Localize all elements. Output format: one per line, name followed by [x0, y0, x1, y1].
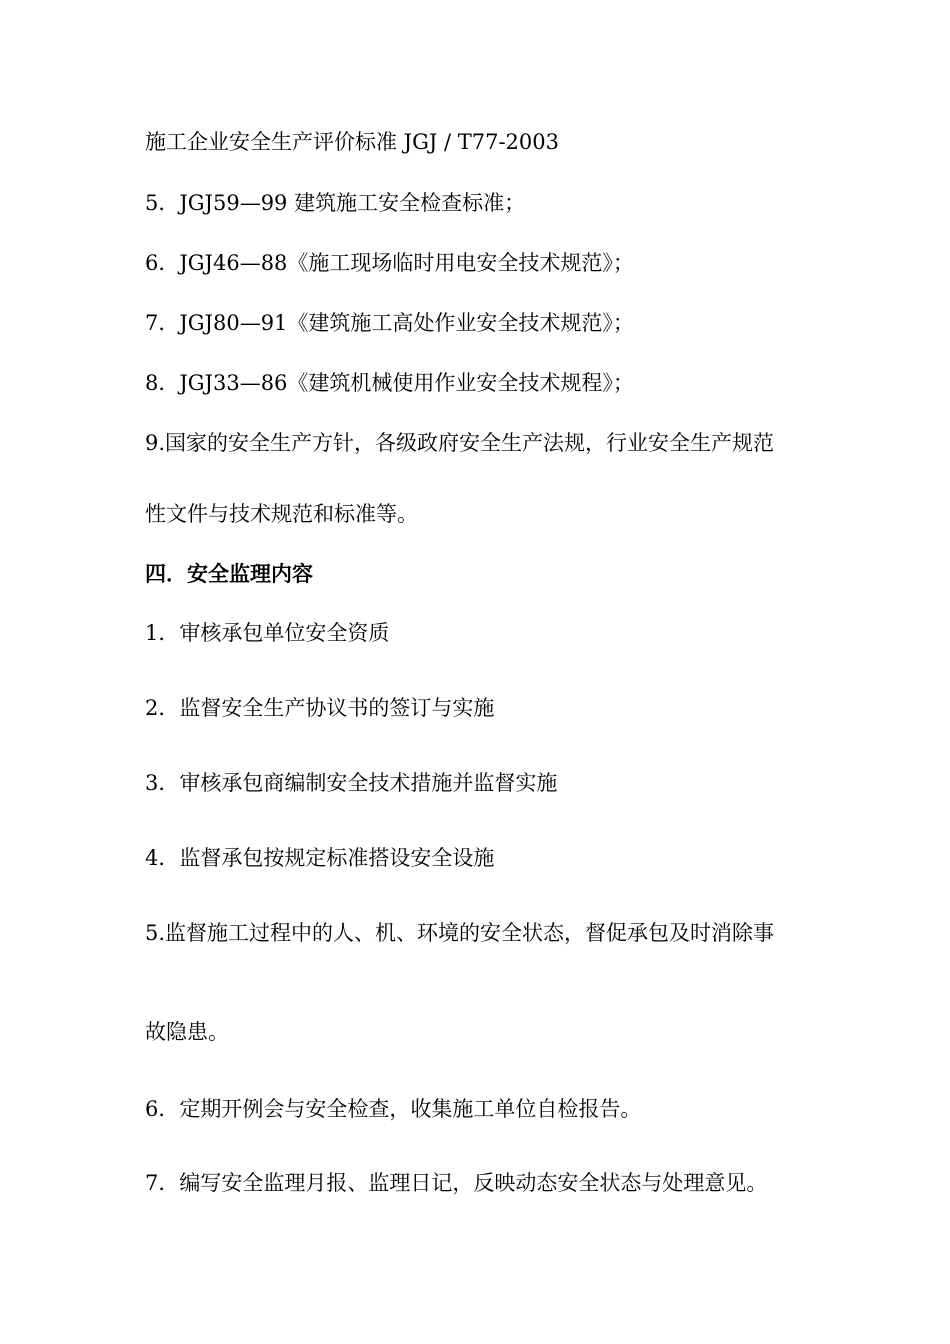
- list-item-3: 3．审核承包商编制安全技术措施并监督实施: [145, 771, 558, 795]
- list-item-6: 6．定期开例会与安全检查，收集施工单位自检报告。: [145, 1097, 642, 1121]
- standard-line-jgj-t77: 施工企业安全生产评价标准 JGJ / T77-2003: [145, 130, 559, 154]
- list-item-5-continued: 故隐患。: [145, 1020, 229, 1044]
- list-item-7: 7．编写安全监理月报、监理日记，反映动态安全状态与处理意见。: [145, 1171, 768, 1195]
- standard-line-9-continued: 性文件与技术规范和标准等。: [145, 502, 418, 526]
- section-title: 四．安全监理内容: [145, 561, 313, 586]
- standard-line-5: 5．JGJ59—99 建筑施工安全检查标准；: [145, 191, 526, 215]
- standard-line-8: 8．JGJ33—86《建筑机械使用作业安全技术规程》；: [145, 371, 634, 395]
- standard-line-9: 9.国家的安全生产方针，各级政府安全生产法规，行业安全生产规范: [145, 431, 775, 455]
- list-item-1: 1．审核承包单位安全资质: [145, 621, 390, 645]
- standard-line-6: 6．JGJ46—88《施工现场临时用电安全技术规范》；: [145, 251, 634, 275]
- list-item-5: 5.监督施工过程中的人、机、环境的安全状态，督促承包及时消除事: [145, 921, 775, 945]
- standard-line-7: 7．JGJ80—91《建筑施工高处作业安全技术规范》；: [145, 311, 634, 335]
- list-item-4: 4．监督承包按规定标准搭设安全设施: [145, 846, 495, 870]
- list-item-2: 2．监督安全生产协议书的签订与实施: [145, 696, 495, 720]
